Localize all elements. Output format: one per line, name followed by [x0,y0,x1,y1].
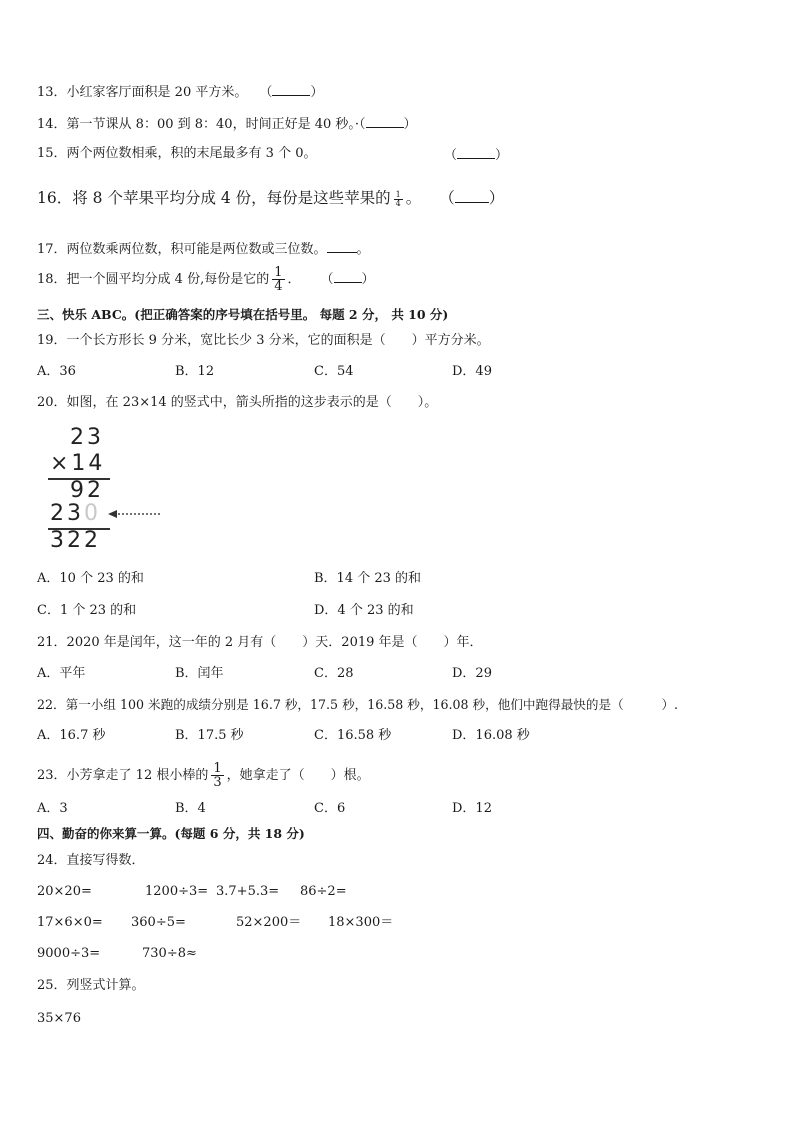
calc-item: 730÷8≈ [142,946,197,961]
question-20: 20．如图，在 23×14 的竖式中，箭头所指的这步表示的是（ ）。 [37,395,438,410]
figure-row-1: 23 [70,425,104,450]
question-15 [37,144,316,164]
option-a[interactable]: A．平年 [37,666,86,681]
answer-blank[interactable] [327,238,357,253]
calc-item: 360÷5= [131,915,186,930]
option-a[interactable]: A．16.7 秒 [37,728,106,743]
question-14-text: 14．第一节课从 8：00 到 8：40，时间正好是 40 秒。· [37,117,360,132]
dotted-arrow-icon [108,509,168,519]
calc-expression: 35×76 [37,1011,81,1026]
section-3-title: 三、快乐 ABC。(把正确答案的序号填在括号里。 每题 2 分， 共 10 分) [37,307,449,322]
vertical-multiplication-figure [40,422,170,556]
fraction: $\frac{1}{4}$ [395,189,401,208]
question-25: 25．列竖式计算。 [37,978,145,993]
option-c[interactable]: C．1 个 23 的和 [37,603,137,618]
option-b[interactable]: B．17.5 秒 [175,728,244,743]
answer-blank[interactable] [366,113,404,128]
option-b[interactable]: B．闰年 [175,666,224,681]
calc-item: 20×20= [37,884,92,899]
figure-row-3: 92 [70,478,104,503]
figure-row-2: ×14 [50,451,106,476]
calc-item: 17×6×0= [37,915,103,930]
question-16-text: 16．将 8 个苹果平均分成 4 份，每份是这些苹果的 [37,189,391,207]
question-16: 16．将 8 个苹果平均分成 4 份，每份是这些苹果的 $\frac{1}{4}$ 。 （ ） [37,189,505,208]
calc-item: 52×200＝ [236,915,302,930]
option-b[interactable]: B．14 个 23 的和 [314,571,422,586]
calc-item: 86÷2= [300,884,347,899]
option-d[interactable]: D．12 [452,801,492,816]
option-a[interactable]: A．3 [37,801,68,816]
question-17: 17．两位数乘两位数，积可能是两位数或三位数。 。 [37,238,370,260]
option-c[interactable]: C．16.58 秒 [314,728,392,743]
option-d[interactable]: D．29 [452,666,492,681]
question-21: 21．2020 年是闰年，这一年的 2 月有（ ）天．2019 年是（ ）年． [37,635,483,650]
option-c[interactable]: C．54 [314,364,354,379]
option-d[interactable]: D．16.08 秒 [452,728,530,743]
figure-row-5: 322 [50,528,101,553]
question-24: 24．直接写得数． [37,853,145,868]
question-14: 14．第一节课从 8：00 到 8：40，时间正好是 40 秒。·（ ） [37,113,417,135]
question-15-text: 15．两个两位数相乘，积的末尾最多有 3 个 0。 [37,146,317,161]
question-18: 18．把一个圆平均分成 4 份,每份是它的 $\frac{1}{4}$ ． （ ） [37,265,375,294]
calc-item: 3.7+5.3= [216,884,280,899]
question-13-text: 13．小红家客厅面积是 20 平方米。 [37,85,248,100]
option-a[interactable]: A．10 个 23 的和 [37,571,144,586]
question-13: 13．小红家客厅面积是 20 平方米。 （ ） [37,81,323,103]
section-4-title: 四、勤奋的你来算一算。(每题 6 分，共 18 分) [37,826,305,841]
answer-blank[interactable] [334,268,362,283]
option-d[interactable]: D．49 [452,364,492,379]
question-19: 19．一个长方形长 9 分米，宽比长少 3 分米，它的面积是（ ）平方分米。 [37,333,490,348]
fraction: $\frac{1}{4}$ [274,265,283,294]
fraction: $\frac{1}{3}$ [213,761,222,790]
question-23-text: 23．小芳拿走了 12 根小棒的 [37,768,209,783]
option-a[interactable]: A．36 [37,364,76,379]
question-22: 22．第一小组 100 米跑的成绩分别是 16.7 秒，17.5 秒，16.58 秒，16.08 秒，他们中跑得最快的是（ ）. [37,697,679,712]
question-15-answer: （ ） [444,144,508,166]
option-c[interactable]: C．28 [314,666,354,681]
option-c[interactable]: C．6 [314,801,346,816]
question-18-text: 18．把一个圆平均分成 4 份,每份是它的 [37,272,270,287]
question-17-text: 17．两位数乘两位数，积可能是两位数或三位数。 [37,242,327,257]
calc-item: 9000÷3= [37,946,101,961]
question-23: 23．小芳拿走了 12 根小棒的 $\frac{1}{3}$ ，她拿走了（ ）根。 [37,761,370,790]
option-b[interactable]: B．12 [175,364,215,379]
figure-row-4: 230 [50,501,101,526]
answer-blank[interactable] [455,188,489,203]
option-b[interactable]: B．4 [175,801,206,816]
calc-item: 1200÷3= [145,884,209,899]
answer-blank[interactable] [457,144,495,159]
dotted-zero: 0 [84,501,101,526]
answer-blank[interactable] [272,81,310,96]
option-d[interactable]: D．4 个 23 的和 [314,603,414,618]
calc-item: 18×300＝ [328,915,394,930]
